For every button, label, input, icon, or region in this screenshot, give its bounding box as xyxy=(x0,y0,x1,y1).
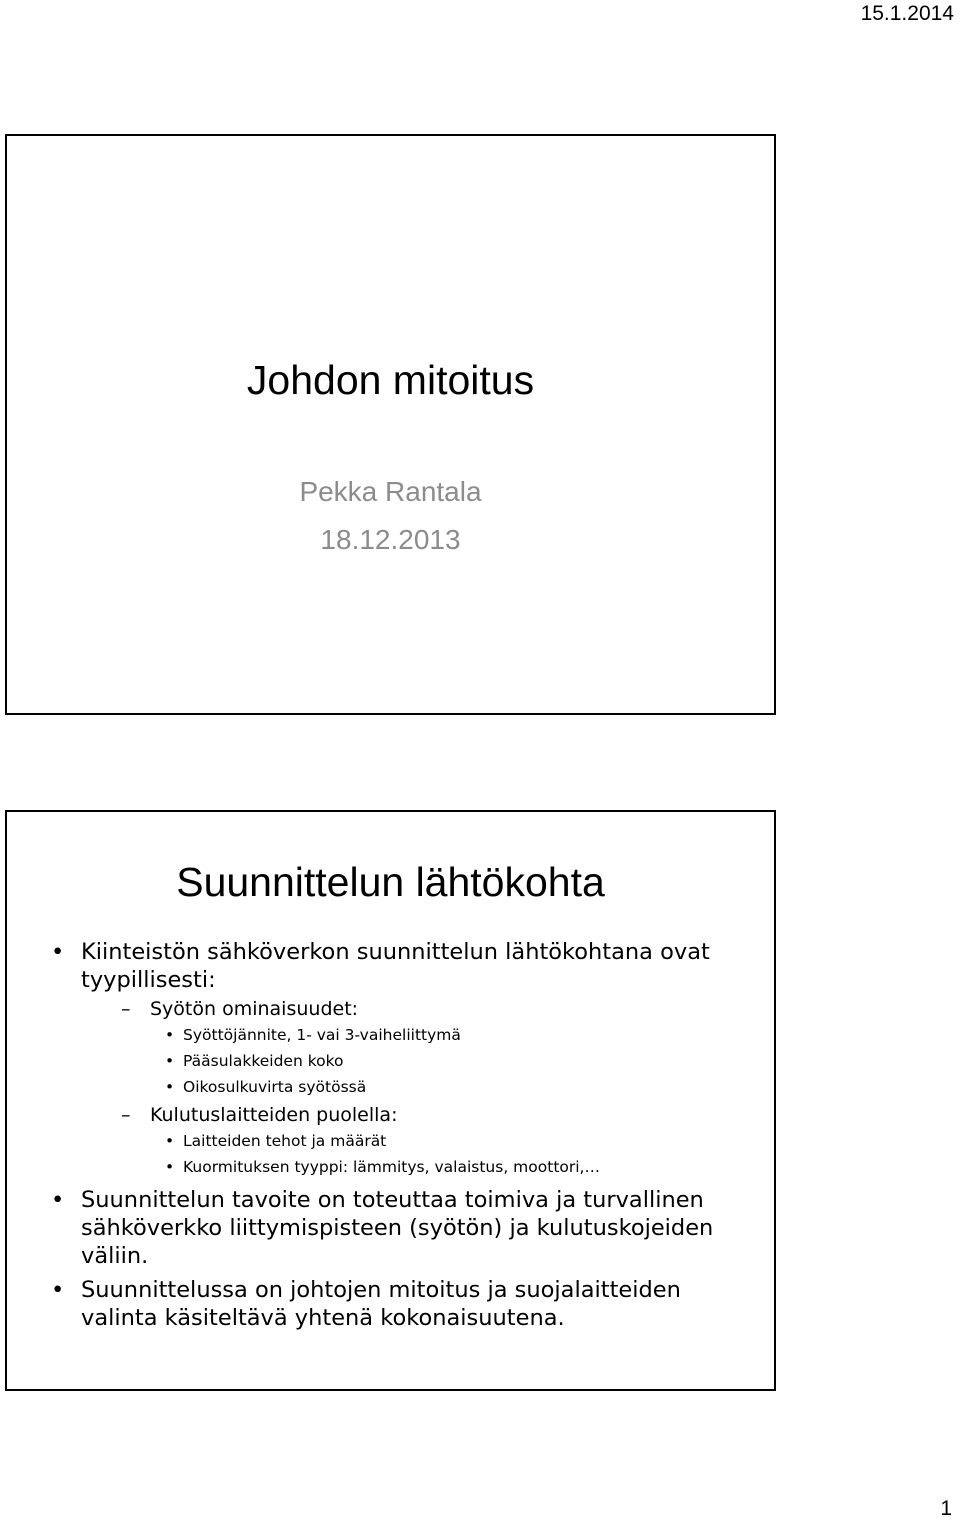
bullet-item xyxy=(47,1186,762,1270)
dash-icon: – xyxy=(121,1104,131,1126)
sub-sub-bullet-item xyxy=(81,1048,762,1074)
sub-sub-bullet-text: Syöttöjännite, 1- vai 3-vaiheliittymä xyxy=(183,1026,461,1044)
dash-icon: – xyxy=(121,998,131,1020)
slide-date: 18.12.2013 xyxy=(320,524,461,555)
bullet-dot-icon: • xyxy=(51,1277,65,1303)
slide-heading: Suunnittelun lähtökohta xyxy=(176,859,605,905)
sub-bullet-item xyxy=(81,1102,762,1128)
sub-bullet-item xyxy=(81,996,762,1022)
page-header-date: 15.1.2014 xyxy=(860,2,954,25)
sub-bullet-text: Kulutuslaitteiden puolella: xyxy=(150,1104,398,1126)
bullet-text: Suunnittelussa on johtojen mitoitus ja suojalaitteiden valinta käsiteltävä yhtenä kokonaisuutena. xyxy=(81,1277,681,1331)
bullet-dot-icon: • xyxy=(165,1052,175,1070)
bullet-item xyxy=(47,938,762,1180)
bullet-dot-icon: • xyxy=(165,1132,175,1150)
slide-title-heading: Johdon mitoitus xyxy=(246,357,535,403)
bullet-item xyxy=(47,1276,762,1332)
slide-bullet-list xyxy=(47,938,762,1338)
sub-sub-bullet-item xyxy=(81,1128,762,1154)
sub-bullet-text: Syötön ominaisuudet: xyxy=(150,998,359,1020)
bullet-dot-icon: • xyxy=(165,1078,175,1096)
bullet-dot-icon: • xyxy=(51,939,65,965)
sub-sub-bullet-text: Oikosulkuvirta syötössä xyxy=(183,1078,367,1096)
sub-sub-bullet-item xyxy=(81,1022,762,1048)
sub-sub-bullet-text: Pääsulakkeiden koko xyxy=(183,1052,344,1070)
bullet-dot-icon: • xyxy=(165,1158,175,1176)
bullet-dot-icon: • xyxy=(51,1187,65,1213)
slide-content xyxy=(5,810,776,1391)
sub-sub-bullet-text: Laitteiden tehot ja määrät xyxy=(183,1132,387,1150)
sub-sub-bullet-item xyxy=(81,1074,762,1100)
bullet-text: Suunnittelun tavoite on toteuttaa toimiva ja turvallinen sähköverkko liittymispisteen (syötön) ja kulutuskojeiden väliin. xyxy=(81,1187,714,1269)
page-number: 1 xyxy=(940,1497,952,1520)
sub-sub-bullet-item xyxy=(81,1154,762,1180)
slide-title xyxy=(5,134,776,715)
slide-author: Pekka Rantala xyxy=(299,476,482,507)
bullet-text: Kiinteistön sähköverkon suunnittelun lähtökohtana ovat tyypillisesti: xyxy=(81,939,710,993)
bullet-dot-icon: • xyxy=(165,1026,175,1044)
sub-sub-bullet-text: Kuormituksen tyyppi: lämmitys, valaistus, moottori,… xyxy=(183,1158,600,1176)
